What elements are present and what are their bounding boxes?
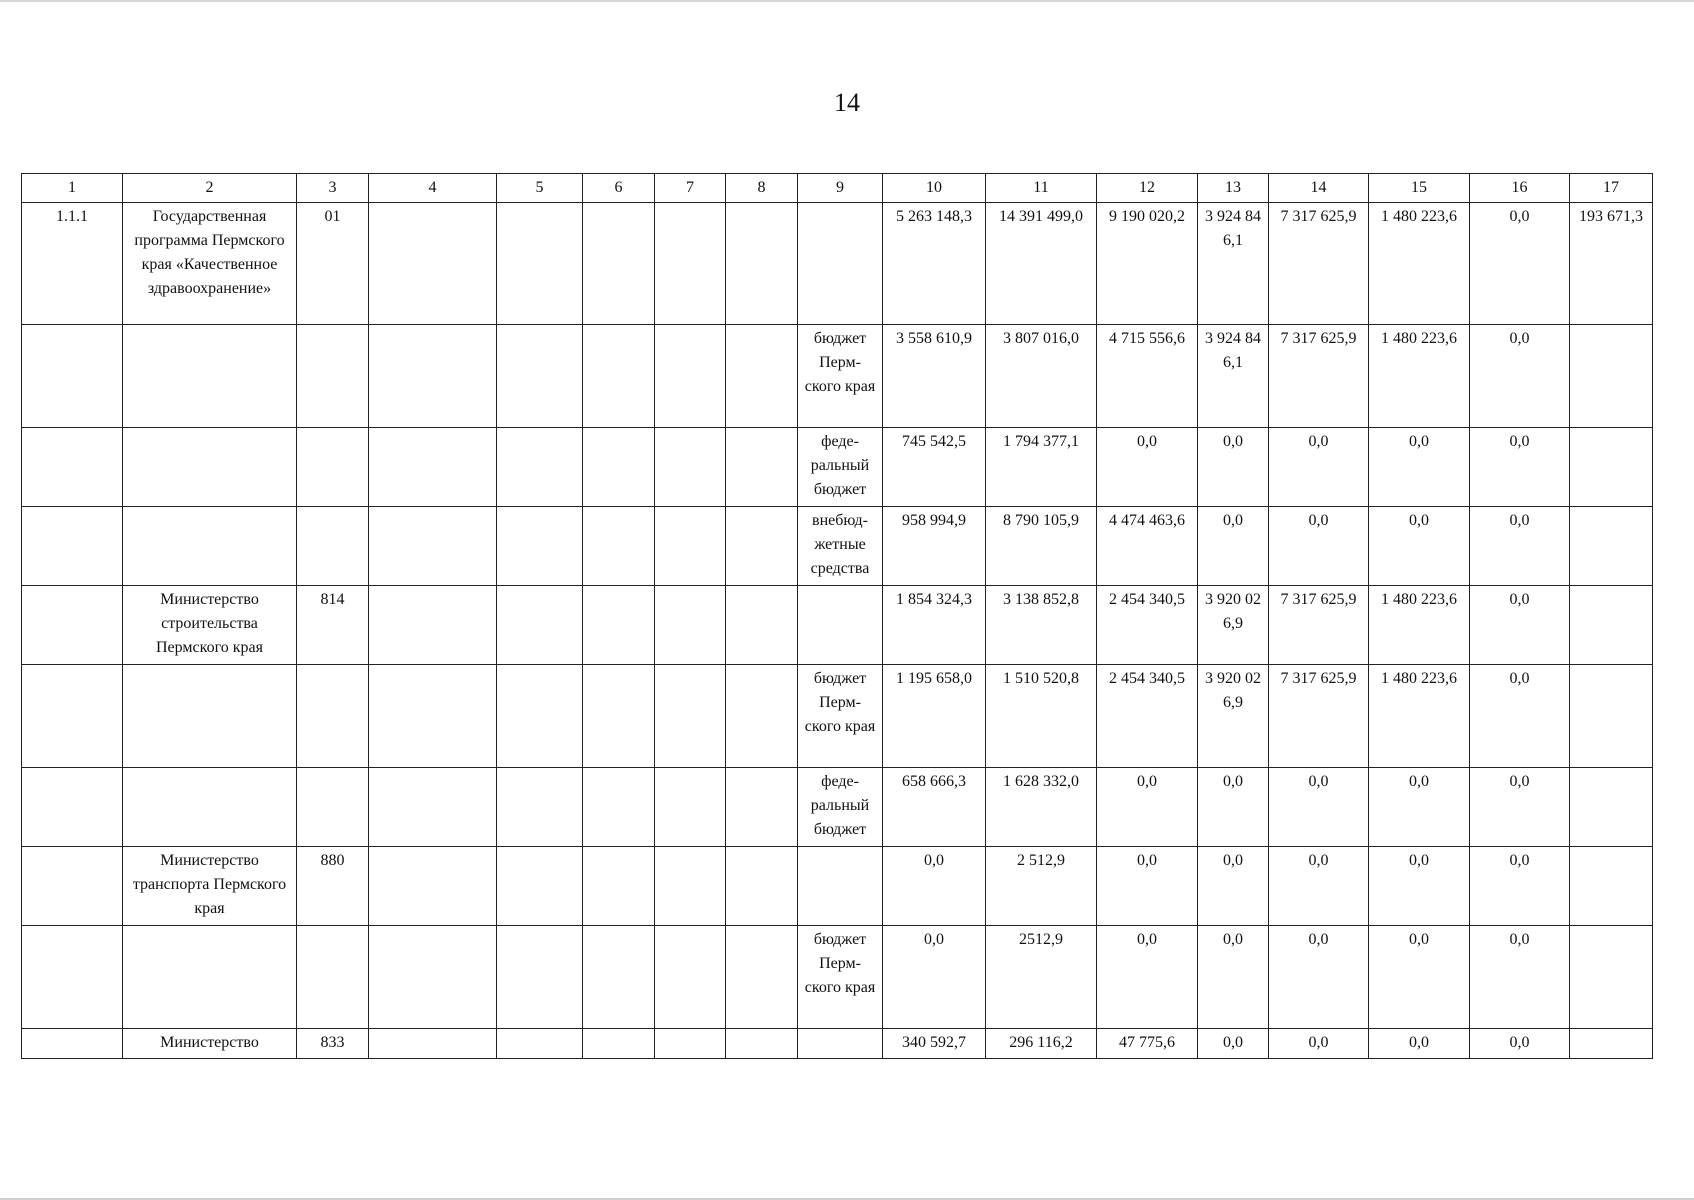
col8-cell (726, 507, 798, 586)
table-row (22, 507, 1653, 586)
page-number: 14 (834, 88, 860, 117)
col6-cell (583, 507, 655, 586)
col5-cell (497, 586, 583, 665)
amount-cell: 8 790 105,9 (986, 507, 1097, 586)
code-cell: 814 (297, 586, 369, 665)
row-number-cell (22, 1029, 123, 1059)
col8-cell (726, 847, 798, 926)
amount-cell: 3 924 846,1 (1198, 203, 1269, 325)
row-number-cell (22, 507, 123, 586)
amount-cell: 2 454 340,5 (1097, 665, 1198, 768)
amount-cell: 5 263 148,3 (883, 203, 986, 325)
amount-cell: 0,0 (1269, 926, 1369, 1029)
row-number-cell (22, 665, 123, 768)
scan-edge-top (0, 0, 1694, 2)
col6-cell (583, 847, 655, 926)
column-header: 16 (1470, 174, 1570, 203)
col8-cell (726, 665, 798, 768)
amount-cell: 0,0 (1470, 586, 1570, 665)
table-row (22, 665, 1653, 768)
amount-cell: 296 116,2 (986, 1029, 1097, 1059)
col6-cell (583, 586, 655, 665)
amount-cell: 0,0 (1198, 926, 1269, 1029)
name-cell (123, 768, 297, 847)
column-header: 15 (1369, 174, 1470, 203)
col8-cell (726, 768, 798, 847)
amount-cell (1570, 325, 1653, 428)
amount-cell (1570, 428, 1653, 507)
source-cell: внебюд-жетные средства (798, 507, 883, 586)
code-cell (297, 768, 369, 847)
column-header: 17 (1570, 174, 1653, 203)
code-cell (297, 325, 369, 428)
col6-cell (583, 203, 655, 325)
amount-cell: 193 671,3 (1570, 203, 1653, 325)
col7-cell (655, 847, 726, 926)
amount-cell: 1 794 377,1 (986, 428, 1097, 507)
code-cell: 833 (297, 1029, 369, 1059)
amount-cell: 0,0 (1369, 847, 1470, 926)
col8-cell (726, 1029, 798, 1059)
row-number-cell (22, 847, 123, 926)
amount-cell: 0,0 (1470, 325, 1570, 428)
amount-cell: 2 454 340,5 (1097, 586, 1198, 665)
row-number-cell: 1.1.1 (22, 203, 123, 325)
name-cell: Государственная программа Пермского края «Качественное здравоохранение» (123, 203, 297, 325)
amount-cell: 0,0 (1198, 1029, 1269, 1059)
name-cell: Министерство (123, 1029, 297, 1059)
amount-cell: 1 195 658,0 (883, 665, 986, 768)
table-row (22, 428, 1653, 507)
amount-cell: 3 920 026,9 (1198, 586, 1269, 665)
name-cell (123, 665, 297, 768)
col6-cell (583, 768, 655, 847)
col6-cell (583, 665, 655, 768)
name-cell (123, 325, 297, 428)
amount-cell: 7 317 625,9 (1269, 665, 1369, 768)
amount-cell: 0,0 (1470, 428, 1570, 507)
source-cell: бюджет Перм-ского края (798, 926, 883, 1029)
col5-cell (497, 847, 583, 926)
col5-cell (497, 325, 583, 428)
col8-cell (726, 926, 798, 1029)
row-number-cell (22, 428, 123, 507)
source-cell: феде-ральный бюджет (798, 768, 883, 847)
name-cell: Министерство транспорта Пермского края (123, 847, 297, 926)
amount-cell: 0,0 (1369, 428, 1470, 507)
name-cell (123, 926, 297, 1029)
amount-cell: 2512,9 (986, 926, 1097, 1029)
source-cell (798, 586, 883, 665)
amount-cell: 0,0 (1470, 1029, 1570, 1059)
code-cell (297, 926, 369, 1029)
col5-cell (497, 1029, 583, 1059)
column-header: 2 (123, 174, 297, 203)
col6-cell (583, 428, 655, 507)
amount-cell: 14 391 499,0 (986, 203, 1097, 325)
amount-cell: 0,0 (1369, 768, 1470, 847)
amount-cell (1570, 1029, 1653, 1059)
col4-cell (369, 665, 497, 768)
amount-cell: 0,0 (1269, 1029, 1369, 1059)
code-cell: 01 (297, 203, 369, 325)
amount-cell: 958 994,9 (883, 507, 986, 586)
amount-cell: 0,0 (1369, 1029, 1470, 1059)
col7-cell (655, 926, 726, 1029)
amount-cell: 0,0 (1198, 768, 1269, 847)
amount-cell: 3 138 852,8 (986, 586, 1097, 665)
row-number-cell (22, 325, 123, 428)
amount-cell: 0,0 (1369, 507, 1470, 586)
col7-cell (655, 768, 726, 847)
col8-cell (726, 428, 798, 507)
col4-cell (369, 428, 497, 507)
amount-cell: 0,0 (1470, 507, 1570, 586)
table-row (22, 768, 1653, 847)
amount-cell: 0,0 (1198, 507, 1269, 586)
amount-cell: 0,0 (1269, 428, 1369, 507)
amount-cell: 3 558 610,9 (883, 325, 986, 428)
col7-cell (655, 586, 726, 665)
column-header: 12 (1097, 174, 1198, 203)
name-cell (123, 507, 297, 586)
amount-cell (1570, 926, 1653, 1029)
col5-cell (497, 507, 583, 586)
amount-cell: 0,0 (1470, 203, 1570, 325)
column-header: 14 (1269, 174, 1369, 203)
col5-cell (497, 428, 583, 507)
amount-cell: 658 666,3 (883, 768, 986, 847)
row-number-cell (22, 586, 123, 665)
col4-cell (369, 203, 497, 325)
amount-cell: 3 920 026,9 (1198, 665, 1269, 768)
source-cell: феде-ральный бюджет (798, 428, 883, 507)
amount-cell: 2 512,9 (986, 847, 1097, 926)
amount-cell: 0,0 (883, 926, 986, 1029)
col6-cell (583, 325, 655, 428)
col4-cell (369, 847, 497, 926)
column-header: 10 (883, 174, 986, 203)
amount-cell: 1 480 223,6 (1369, 665, 1470, 768)
amount-cell (1570, 507, 1653, 586)
amount-cell: 1 628 332,0 (986, 768, 1097, 847)
amount-cell: 0,0 (1097, 428, 1198, 507)
col7-cell (655, 507, 726, 586)
amount-cell: 0,0 (1097, 926, 1198, 1029)
budget-table (21, 173, 1653, 1059)
amount-cell: 0,0 (1470, 768, 1570, 847)
amount-cell: 0,0 (1198, 847, 1269, 926)
col7-cell (655, 665, 726, 768)
column-header: 13 (1198, 174, 1269, 203)
amount-cell: 340 592,7 (883, 1029, 986, 1059)
table-row (22, 1029, 1653, 1059)
col5-cell (497, 926, 583, 1029)
col4-cell (369, 1029, 497, 1059)
column-header: 8 (726, 174, 798, 203)
amount-cell (1570, 768, 1653, 847)
col8-cell (726, 586, 798, 665)
col8-cell (726, 203, 798, 325)
source-cell: бюджет Перм-ского края (798, 665, 883, 768)
column-header: 3 (297, 174, 369, 203)
amount-cell: 4 474 463,6 (1097, 507, 1198, 586)
source-cell: бюджет Перм-ского края (798, 325, 883, 428)
amount-cell: 9 190 020,2 (1097, 203, 1198, 325)
col7-cell (655, 1029, 726, 1059)
column-header: 9 (798, 174, 883, 203)
amount-cell (1570, 586, 1653, 665)
col4-cell (369, 586, 497, 665)
amount-cell: 0,0 (1198, 428, 1269, 507)
col7-cell (655, 325, 726, 428)
row-number-cell (22, 768, 123, 847)
code-cell (297, 428, 369, 507)
amount-cell: 0,0 (1470, 847, 1570, 926)
column-header: 5 (497, 174, 583, 203)
source-cell (798, 847, 883, 926)
amount-cell: 0,0 (1269, 847, 1369, 926)
table-row (22, 847, 1653, 926)
col5-cell (497, 665, 583, 768)
amount-cell: 1 854 324,3 (883, 586, 986, 665)
amount-cell: 7 317 625,9 (1269, 325, 1369, 428)
amount-cell: 3 924 846,1 (1198, 325, 1269, 428)
table-row (22, 586, 1653, 665)
row-number-cell (22, 926, 123, 1029)
amount-cell: 7 317 625,9 (1269, 586, 1369, 665)
name-cell (123, 428, 297, 507)
amount-cell: 4 715 556,6 (1097, 325, 1198, 428)
amount-cell: 0,0 (1269, 507, 1369, 586)
amount-cell: 1 480 223,6 (1369, 325, 1470, 428)
amount-cell: 0,0 (1470, 665, 1570, 768)
col8-cell (726, 325, 798, 428)
amount-cell: 0,0 (1269, 768, 1369, 847)
col4-cell (369, 926, 497, 1029)
col6-cell (583, 1029, 655, 1059)
col7-cell (655, 428, 726, 507)
code-cell (297, 507, 369, 586)
table-row (22, 325, 1653, 428)
amount-cell (1570, 847, 1653, 926)
table-row (22, 203, 1653, 325)
amount-cell: 0,0 (1369, 926, 1470, 1029)
column-header: 11 (986, 174, 1097, 203)
name-cell: Министерство строительства Пермского края (123, 586, 297, 665)
amount-cell: 0,0 (883, 847, 986, 926)
col5-cell (497, 768, 583, 847)
amount-cell (1570, 665, 1653, 768)
amount-cell: 745 542,5 (883, 428, 986, 507)
column-number-row (22, 174, 1653, 203)
col4-cell (369, 325, 497, 428)
code-cell (297, 665, 369, 768)
amount-cell: 0,0 (1470, 926, 1570, 1029)
col4-cell (369, 507, 497, 586)
code-cell: 880 (297, 847, 369, 926)
amount-cell: 1 480 223,6 (1369, 586, 1470, 665)
amount-cell: 1 510 520,8 (986, 665, 1097, 768)
column-header: 6 (583, 174, 655, 203)
col5-cell (497, 203, 583, 325)
amount-cell: 3 807 016,0 (986, 325, 1097, 428)
amount-cell: 1 480 223,6 (1369, 203, 1470, 325)
source-cell (798, 203, 883, 325)
col4-cell (369, 768, 497, 847)
col7-cell (655, 203, 726, 325)
column-header: 4 (369, 174, 497, 203)
column-header: 7 (655, 174, 726, 203)
source-cell (798, 1029, 883, 1059)
table-row (22, 926, 1653, 1029)
col6-cell (583, 926, 655, 1029)
column-header: 1 (22, 174, 123, 203)
amount-cell: 7 317 625,9 (1269, 203, 1369, 325)
amount-cell: 0,0 (1097, 847, 1198, 926)
amount-cell: 0,0 (1097, 768, 1198, 847)
amount-cell: 47 775,6 (1097, 1029, 1198, 1059)
